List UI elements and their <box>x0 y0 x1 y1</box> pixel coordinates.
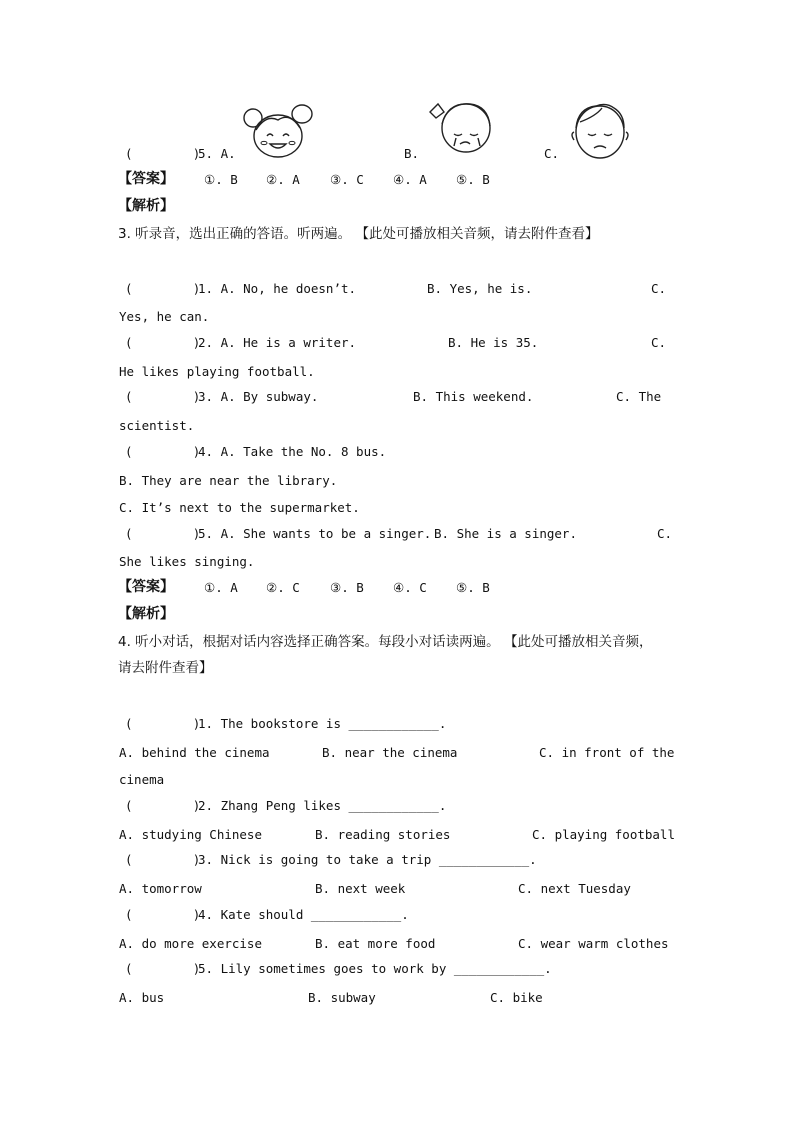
q4-item1-b: B. near the cinema <box>322 745 458 760</box>
q3-item4-b: B. They are near the library. <box>119 473 338 488</box>
q3-item2-c-text: He likes playing football. <box>119 364 315 379</box>
q3-heading: 3. 听录音，选出正确的答语。听两遍。 【此处可播放相关音频，请去附件查看】 <box>118 226 599 242</box>
q2-answer-label: 【答案】 <box>118 171 174 187</box>
q4-item5-a: A. bus <box>119 990 165 1005</box>
q3-item4-paren: ( ) <box>125 444 201 459</box>
q4-item3-a: A. tomorrow <box>119 881 202 896</box>
q2-answer-5: ⑤. B <box>456 172 490 187</box>
q3-item2-b: B. He is 35. <box>448 335 539 350</box>
happy-girl-face-icon <box>240 100 316 162</box>
q4-item1-c: C. in front of the <box>539 745 675 760</box>
q3-answer-5: ⑤. B <box>456 580 490 595</box>
q3-item5-b: B. She is a singer. <box>434 526 577 541</box>
q3-item1-paren: ( ) <box>125 281 201 296</box>
q4-item4-stem: 4. Kate should ____________. <box>198 907 409 922</box>
q3-answer-2: ②. C <box>266 580 300 595</box>
q3-analysis-label: 【解析】 <box>118 606 174 622</box>
q4-item2-b: B. reading stories <box>315 827 451 842</box>
q3-item2-c: C. <box>651 335 667 350</box>
q4-item2-stem: 2. Zhang Peng likes ____________. <box>198 798 447 813</box>
q2-answer-4: ④. A <box>393 172 427 187</box>
q4-item2-c: C. playing football <box>532 827 675 842</box>
q4-item4-c: C. wear warm clothes <box>518 936 669 951</box>
q3-item5-paren: ( ) <box>125 526 201 541</box>
q4-item5-paren: ( ) <box>125 961 201 976</box>
q4-item1-c-text: cinema <box>119 772 165 787</box>
q2-item5-paren: ( ) <box>125 146 201 161</box>
q2-answer-2: ②. A <box>266 172 300 187</box>
q4-item1-stem: 1. The bookstore is ____________. <box>198 716 447 731</box>
q3-item4-c: C. It’s next to the supermarket. <box>119 500 360 515</box>
q4-item4-paren: ( ) <box>125 907 201 922</box>
q3-item2-paren: ( ) <box>125 335 201 350</box>
q3-answer-3: ③. B <box>330 580 364 595</box>
sad-boy-face-icon <box>566 98 634 162</box>
q4-item5-c: C. bike <box>490 990 543 1005</box>
q3-item1-c: C. <box>651 281 667 296</box>
q3-item3-c: C. The <box>616 389 662 404</box>
q3-item5-c-text: She likes singing. <box>119 554 255 569</box>
q4-item4-b: B. eat more food <box>315 936 436 951</box>
q3-answer-4: ④. C <box>393 580 427 595</box>
q2-analysis-label: 【解析】 <box>118 198 174 214</box>
q4-item3-b: B. next week <box>315 881 406 896</box>
q4-item1-a: A. behind the cinema <box>119 745 270 760</box>
q4-item3-stem: 3. Nick is going to take a trip ____________. <box>198 852 537 867</box>
q4-item1-paren: ( ) <box>125 716 201 731</box>
q3-item1-c-text: Yes, he can. <box>119 309 210 324</box>
crying-girl-face-icon <box>426 96 496 162</box>
q2-item5-b: B. <box>404 146 420 161</box>
q3-item1-a: 1. A. No, he doesn’t. <box>198 281 357 296</box>
q4-item5-b: B. subway <box>308 990 376 1005</box>
q4-item2-paren: ( ) <box>125 798 201 813</box>
q3-item4-a: 4. A. Take the No. 8 bus. <box>198 444 387 459</box>
q3-item5-c: C. <box>657 526 673 541</box>
q2-answer-1: ①. B <box>204 172 238 187</box>
q2-answer-3: ③. C <box>330 172 364 187</box>
q3-answer-label: 【答案】 <box>118 579 174 595</box>
q4-item3-paren: ( ) <box>125 852 201 867</box>
q3-item5-a: 5. A. She wants to be a singer. <box>198 526 432 541</box>
q3-item3-c-text: scientist. <box>119 418 195 433</box>
q3-item2-a: 2. A. He is a writer. <box>198 335 357 350</box>
q4-item2-a: A. studying Chinese <box>119 827 262 842</box>
q2-item5-label: 5. A. <box>198 146 236 161</box>
q3-answer-1: ①. A <box>204 580 238 595</box>
q4-item5-stem: 5. Lily sometimes goes to work by ____________. <box>198 961 552 976</box>
q3-item3-a: 3. A. By subway. <box>198 389 319 404</box>
q3-item3-paren: ( ) <box>125 389 201 404</box>
q3-item1-b: B. Yes, he is. <box>427 281 533 296</box>
q4-item3-c: C. next Tuesday <box>518 881 631 896</box>
q2-item5-c: C. <box>544 146 560 161</box>
q4-item4-a: A. do more exercise <box>119 936 262 951</box>
q3-item3-b: B. This weekend. <box>413 389 534 404</box>
q4-heading-line2: 请去附件查看】 <box>118 660 213 676</box>
q4-heading-line1: 4. 听小对话，根据对话内容选择正确答案。每段小对话读两遍。 【此处可播放相关音频， <box>118 634 653 650</box>
